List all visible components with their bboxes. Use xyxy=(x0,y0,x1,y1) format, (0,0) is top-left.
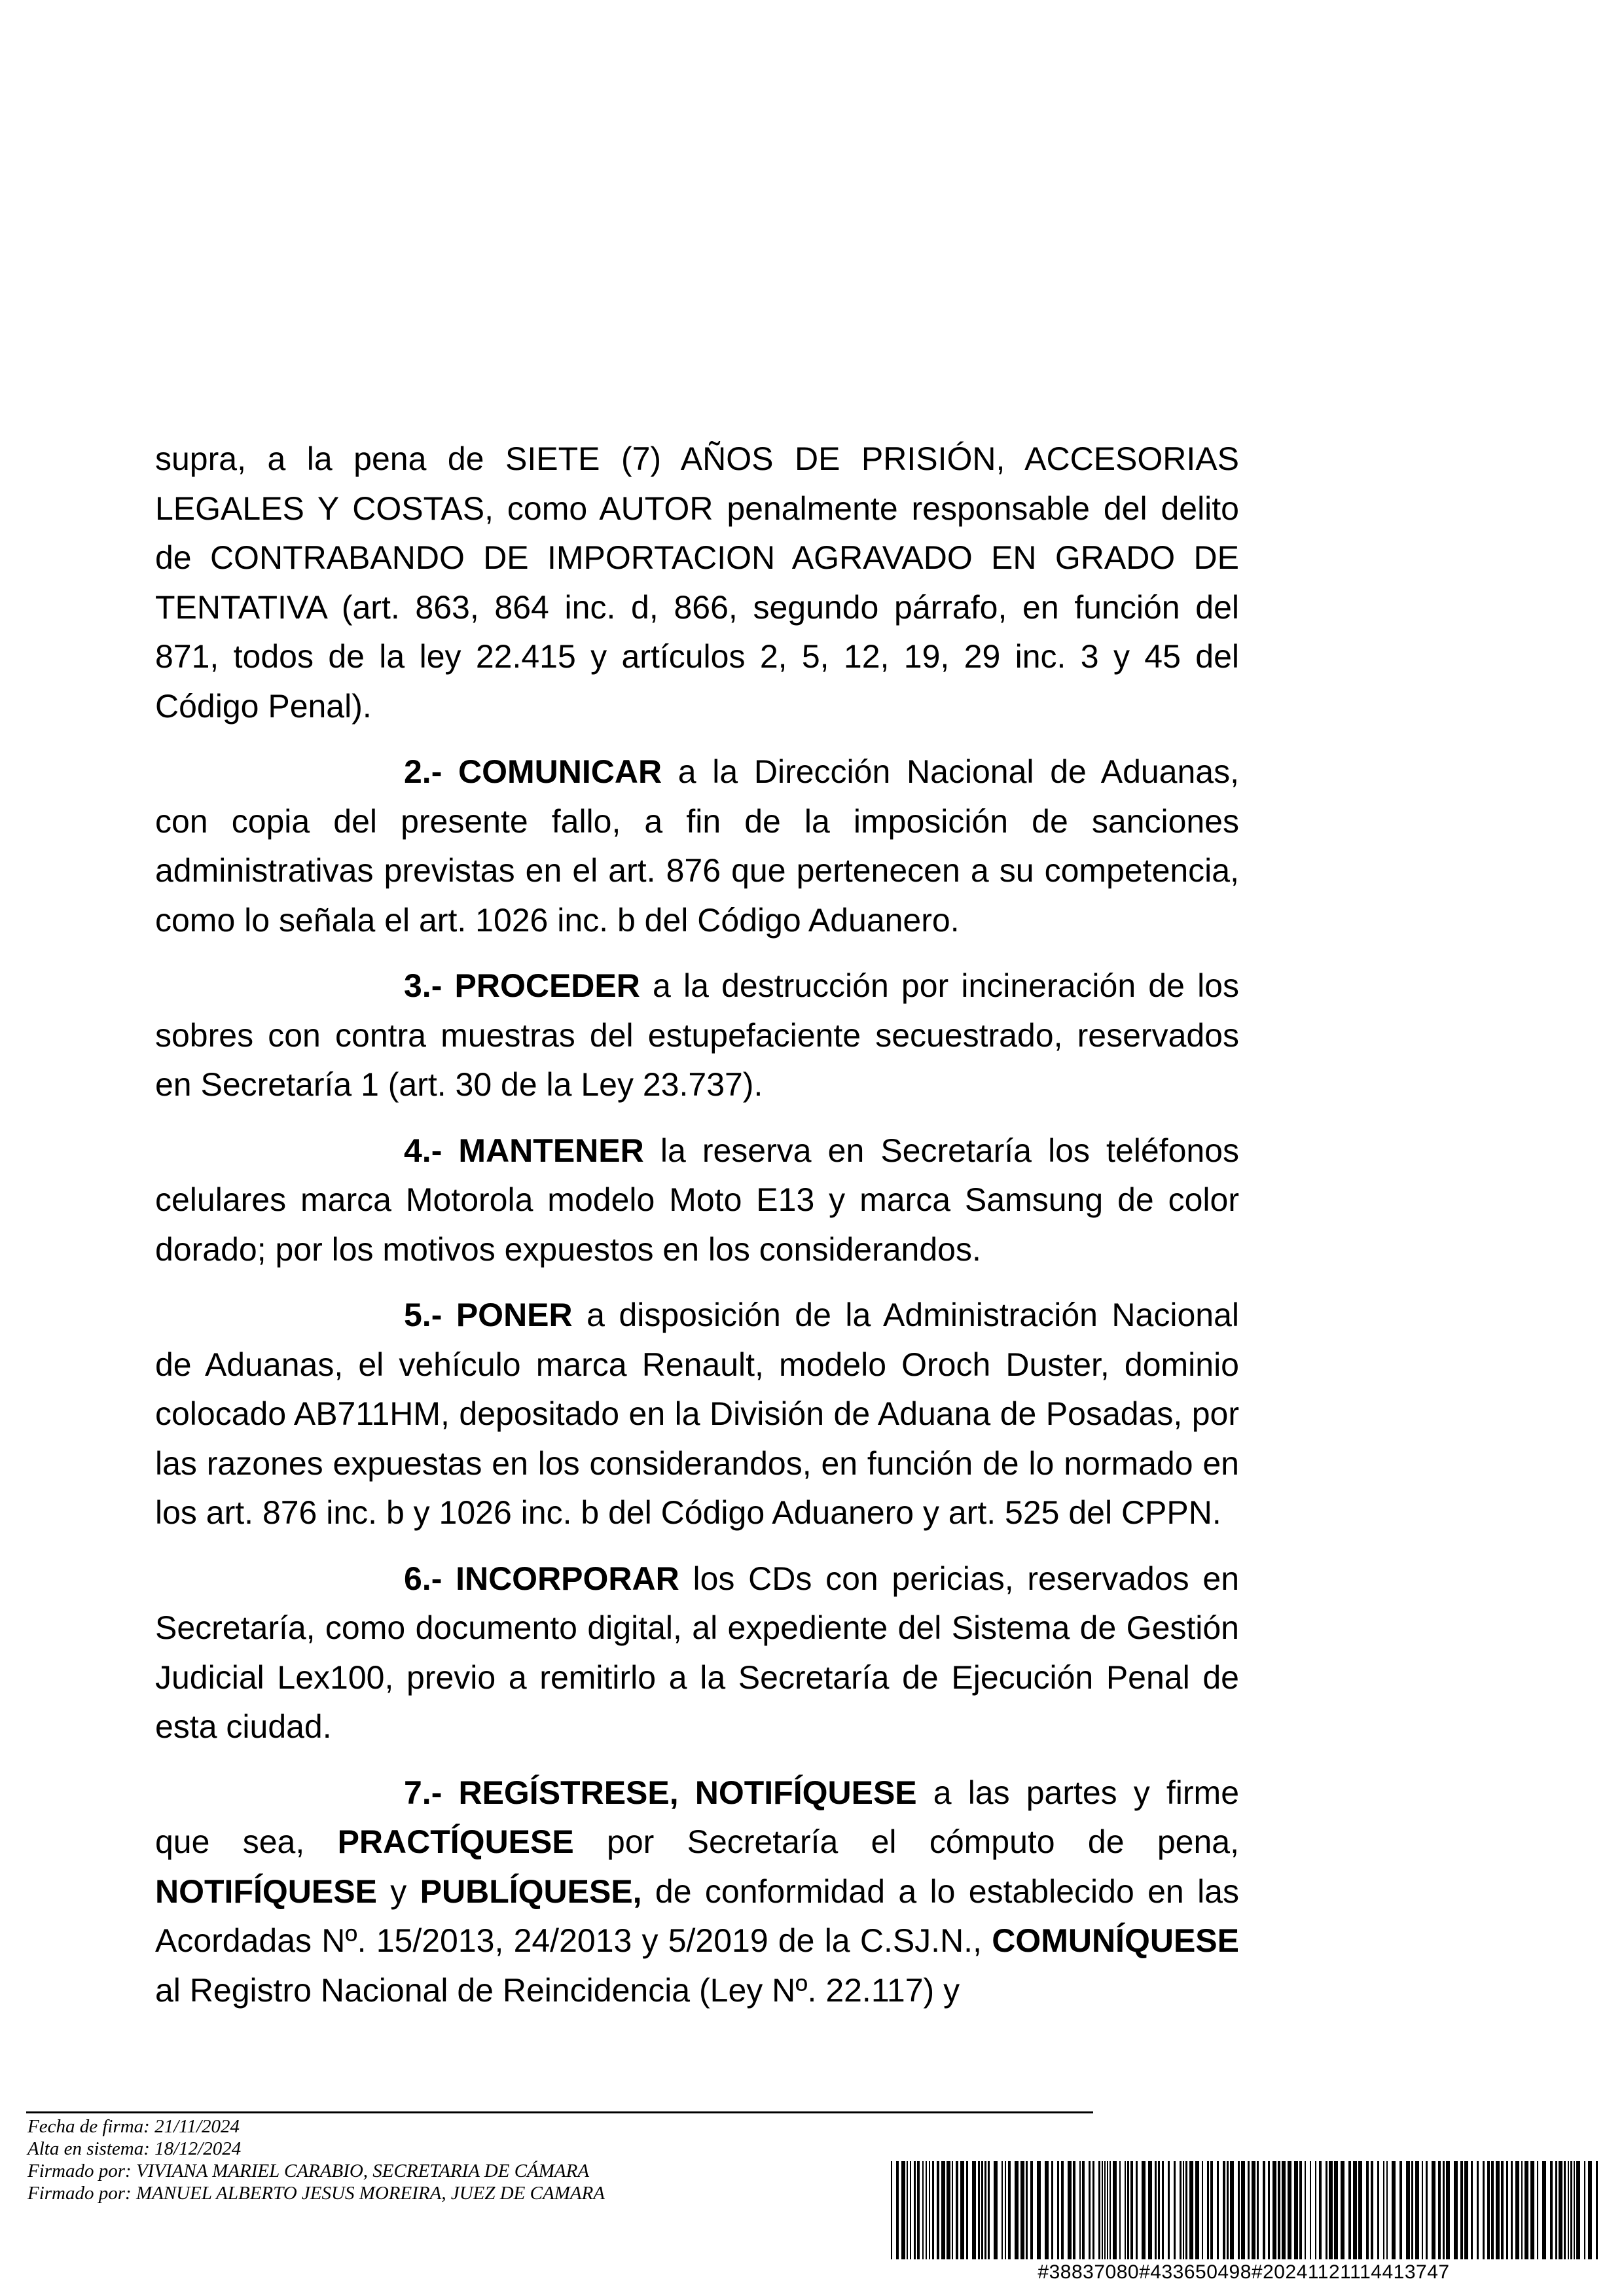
barcode-bar xyxy=(1501,2161,1504,2259)
barcode-bar xyxy=(922,2161,924,2259)
paragraph-text: la reserva en Secretaría los teléfonos celulares marca Motorola modelo Moto E13 y marca Samsung de color dorado; por los motivos expuestos en los considerandos. xyxy=(155,1132,1239,1268)
barcode-bar xyxy=(1102,2161,1103,2259)
bold-directive: 6.- INCORPORAR xyxy=(404,1560,679,1597)
barcode-bar xyxy=(1305,2161,1306,2259)
barcode-bar xyxy=(926,2161,927,2259)
resolution-paragraph xyxy=(155,1768,1239,2016)
barcode-bar xyxy=(1045,2161,1049,2259)
barcode-bar xyxy=(910,2161,911,2259)
barcode-bar xyxy=(988,2161,990,2259)
barcode-bar xyxy=(947,2161,950,2259)
bold-directive: 5.- PONER xyxy=(404,1297,573,1333)
barcode-bar xyxy=(1294,2161,1298,2259)
barcode-bar xyxy=(1110,2161,1111,2259)
barcode-bar xyxy=(1411,2161,1413,2259)
barcode-bar xyxy=(1555,2161,1557,2259)
barcode-bar xyxy=(1443,2161,1445,2259)
barcode-bar xyxy=(1057,2161,1059,2259)
barcode-bar xyxy=(1559,2161,1562,2259)
barcode-bar xyxy=(1158,2161,1160,2259)
barcode-bar xyxy=(1119,2161,1121,2259)
barcode-bar xyxy=(1464,2161,1468,2259)
barcode-bar xyxy=(1319,2161,1322,2259)
barcode-bar xyxy=(941,2161,945,2259)
footer-divider xyxy=(26,2111,1093,2113)
barcode-bar xyxy=(1371,2161,1373,2259)
barcode-bar xyxy=(1596,2161,1598,2259)
barcode-bar xyxy=(1180,2161,1182,2259)
paragraph-text: por Secretaría el cómputo de pena, xyxy=(573,1823,1239,1860)
barcode-bar xyxy=(1183,2161,1184,2259)
document-barcode xyxy=(887,2161,1600,2286)
barcode-bar xyxy=(1564,2161,1566,2259)
signature-block xyxy=(27,2115,605,2204)
barcode-bar xyxy=(1130,2161,1133,2259)
resolution-paragraph xyxy=(155,1126,1239,1275)
barcode-bar xyxy=(1104,2161,1106,2259)
barcode-bar xyxy=(1272,2161,1276,2259)
barcode-bar xyxy=(1348,2161,1351,2259)
barcode-bar xyxy=(1515,2161,1519,2259)
barcode-bar xyxy=(1315,2161,1316,2259)
barcode-bar xyxy=(1020,2161,1024,2259)
system-date: Alta en sistema: 18/12/2024 xyxy=(27,2138,242,2159)
barcode-bar xyxy=(1399,2161,1402,2259)
barcode-bar xyxy=(1037,2161,1041,2259)
barcode-bar xyxy=(929,2161,930,2259)
barcode-bar xyxy=(1227,2161,1229,2259)
barcode-bar xyxy=(1383,2161,1384,2259)
barcode-bar xyxy=(1471,2161,1473,2259)
barcode-bar xyxy=(1483,2161,1485,2259)
barcode-bar xyxy=(1257,2161,1259,2259)
barcode-bar xyxy=(1574,2161,1575,2259)
barcode-bar xyxy=(1334,2161,1338,2259)
signature-date: Fecha de firma: 21/11/2024 xyxy=(27,2116,240,2137)
barcode-bar xyxy=(1386,2161,1388,2259)
barcode-bar xyxy=(1207,2161,1209,2259)
barcode-bar xyxy=(1008,2161,1011,2259)
paragraph-text: los CDs con pericias, reservados en Secretaría, como documento digital, al expediente del Sistema de Gestión Judicial Lex100, previo a remitirlo a la Secretaría de Ejecución Penal de esta ciudad. xyxy=(155,1560,1240,1745)
barcode-bar xyxy=(1542,2161,1546,2259)
barcode-bar xyxy=(966,2161,968,2259)
barcode-bar xyxy=(1073,2161,1075,2259)
barcode-bar xyxy=(1185,2161,1187,2259)
barcode-bar xyxy=(1268,2161,1270,2259)
barcode-bar xyxy=(917,2161,920,2259)
barcode-bar xyxy=(1005,2161,1006,2259)
barcode-bar xyxy=(1588,2161,1592,2259)
barcode-bar xyxy=(1288,2161,1291,2259)
barcode-bar xyxy=(1001,2161,1003,2259)
barcode-bar xyxy=(891,2161,892,2259)
barcode-bar xyxy=(984,2161,986,2259)
barcode-bar xyxy=(1092,2161,1094,2259)
barcode-bar xyxy=(1223,2161,1225,2259)
barcode-bar xyxy=(1125,2161,1126,2259)
barcode-bar xyxy=(1446,2161,1450,2259)
bold-directive: COMUNÍQUESE xyxy=(992,1922,1239,1959)
bold-directive: PUBLÍQUESE, xyxy=(420,1873,642,1910)
signer-secretary: Firmado por: VIVIANA MARIEL CARABIO, SECRETARIA DE CÁMARA xyxy=(27,2161,590,2181)
barcode-bar xyxy=(1113,2161,1117,2259)
barcode-bar xyxy=(1202,2161,1203,2259)
barcode-bar xyxy=(1570,2161,1572,2259)
barcode-bar xyxy=(1030,2161,1033,2259)
barcode-bar xyxy=(1438,2161,1441,2259)
barcode-bar xyxy=(1568,2161,1569,2259)
barcode-bar xyxy=(1068,2161,1072,2259)
barcode-bar xyxy=(914,2161,916,2259)
barcode-bar xyxy=(1015,2161,1019,2259)
barcode-bar xyxy=(1415,2161,1419,2259)
barcode-bar xyxy=(1537,2161,1538,2259)
paragraph-text: y xyxy=(376,1873,420,1910)
bold-directive: 3.- PROCEDER xyxy=(404,967,640,1004)
barcode-bar xyxy=(1079,2161,1081,2259)
barcode-bar xyxy=(981,2161,983,2259)
barcode-bar xyxy=(1392,2161,1396,2259)
barcode-bar xyxy=(1136,2161,1138,2259)
barcode-bar xyxy=(1454,2161,1458,2259)
barcode-bar xyxy=(1525,2161,1528,2259)
barcode-bar xyxy=(1576,2161,1580,2259)
resolution-paragraph xyxy=(155,1291,1239,1538)
barcode-bar xyxy=(1358,2161,1362,2259)
bold-directive: 7.- REGÍSTRESE, NOTIFÍQUESE xyxy=(404,1774,917,1811)
barcode-bar xyxy=(1238,2161,1240,2259)
barcode-bar xyxy=(1406,2161,1410,2259)
barcode-number: #38837080#433650498#20241121114413747 xyxy=(1038,2261,1450,2283)
barcode-bar xyxy=(901,2161,905,2259)
barcode-bars xyxy=(887,2161,1600,2259)
barcode-bar xyxy=(1263,2161,1265,2259)
barcode-bar xyxy=(1496,2161,1500,2259)
barcode-bar xyxy=(1107,2161,1108,2259)
barcode-bar xyxy=(1248,2161,1250,2259)
paragraph-text: a las partes y firme que sea, xyxy=(155,1774,1239,1860)
barcode-bar xyxy=(978,2161,980,2259)
paragraph-text: a disposición de la Administración Nacional de Aduanas, el vehículo marca Renault, modelo Oroch Duster, dominio colocado AB711HM, depositado en la División de Aduana de Posadas, por las razones expuestas en los considerandos, en función de lo normado en los art. 876 inc. b y 1026 inc. b del Código Aduanero y art. 525 del CPPN. xyxy=(155,1297,1239,1531)
barcode-bar xyxy=(952,2161,953,2259)
barcode-bar xyxy=(1550,2161,1553,2259)
bold-directive: 2.- COMUNICAR xyxy=(404,753,662,790)
barcode-bar xyxy=(1506,2161,1508,2259)
barcode-bar xyxy=(1195,2161,1199,2259)
barcode-bar xyxy=(1174,2161,1176,2259)
barcode-bar xyxy=(1341,2161,1344,2259)
barcode-bar xyxy=(1299,2161,1302,2259)
barcode-bar xyxy=(932,2161,934,2259)
paragraph-text: supra, a la pena de SIETE (7) AÑOS DE PRISIÓN, ACCESORIAS LEGALES Y COSTAS, como AUTOR penalmente responsable del delito de CONTRABANDO DE IMPORTACION AGRAVADO EN GRADO DE TENTATIVA (art. 863, 864 inc. d, 866, segundo párrafo, en función del 871, todos de la ley 22.415 y artículos 2, 5, 12, 19, 29 inc. 3 y 45 del Código Penal). xyxy=(155,440,1239,725)
bold-directive: 4.- MANTENER xyxy=(404,1132,644,1169)
barcode-bar xyxy=(1241,2161,1245,2259)
barcode-bar xyxy=(1082,2161,1085,2259)
paragraph-text: de conformidad a lo establecido en las Acordadas Nº. 15/2013, 24/2013 y 5/2019 de la C.SJ.N., xyxy=(155,1873,1239,1959)
barcode-bar xyxy=(1142,2161,1146,2259)
barcode-bar xyxy=(1584,2161,1585,2259)
barcode-bar xyxy=(1426,2161,1428,2259)
barcode-bar xyxy=(1155,2161,1157,2259)
resolution-paragraph xyxy=(155,1554,1239,1752)
bold-directive: NOTIFÍQUESE xyxy=(155,1873,377,1910)
barcode-bar xyxy=(1491,2161,1494,2259)
barcode-bar xyxy=(1326,2161,1327,2259)
barcode-bar xyxy=(1521,2161,1523,2259)
bold-directive: PRACTÍQUESE xyxy=(337,1823,574,1860)
barcode-bar xyxy=(1310,2161,1311,2259)
resolution-paragraph xyxy=(155,961,1239,1110)
barcode-bar xyxy=(972,2161,976,2259)
signer-judge: Firmado por: MANUEL ALBERTO JESUS MOREIRA, JUEZ DE CAMARA xyxy=(27,2183,605,2204)
barcode-bar xyxy=(937,2161,939,2259)
barcode-bar xyxy=(960,2161,964,2259)
barcode-bar xyxy=(1210,2161,1213,2259)
barcode-bar xyxy=(1282,2161,1286,2259)
barcode-bar xyxy=(1366,2161,1369,2259)
barcode-bar xyxy=(1148,2161,1152,2259)
barcode-bar xyxy=(1089,2161,1091,2259)
barcode-bar xyxy=(1217,2161,1219,2259)
barcode-bar xyxy=(1168,2161,1170,2259)
barcode-bar xyxy=(1377,2161,1379,2259)
paragraph-text: a la Dirección Nacional de Aduanas, con copia del presente fallo, a fin de la imposición de sanciones administrativas previstas en el art. 876 que pertenecen a su competencia, como lo señala el art. 1026 inc. b del Código Aduanero. xyxy=(155,753,1240,939)
barcode-bar xyxy=(1252,2161,1255,2259)
barcode-bar xyxy=(1026,2161,1028,2259)
barcode-bar xyxy=(1051,2161,1053,2259)
barcode-bar xyxy=(994,2161,998,2259)
barcode-bar xyxy=(1477,2161,1479,2259)
barcode-bar xyxy=(907,2161,908,2259)
document-body xyxy=(155,435,1239,2032)
barcode-bar xyxy=(1162,2161,1164,2259)
paragraph-text: al Registro Nacional de Reincidencia (Ley Nº. 22.117) y xyxy=(155,1971,960,2009)
barcode-bar xyxy=(1230,2161,1234,2259)
barcode-bar xyxy=(896,2161,899,2259)
resolution-paragraph xyxy=(155,747,1239,945)
barcode-bar xyxy=(1061,2161,1064,2259)
barcode-bar xyxy=(1278,2161,1280,2259)
barcode-bar xyxy=(1353,2161,1357,2259)
barcode-bar xyxy=(1432,2161,1435,2259)
barcode-bar xyxy=(1098,2161,1100,2259)
paragraph-text: a la destrucción por incineración de los sobres con contra muestras del estupefaciente secuestrado, reservados en Secretaría 1 (art. 30 de la Ley 23.737). xyxy=(155,967,1239,1103)
barcode-bar xyxy=(1511,2161,1513,2259)
resolution-paragraph xyxy=(155,435,1239,731)
barcode-bar xyxy=(1127,2161,1129,2259)
barcode-bar xyxy=(1189,2161,1193,2259)
barcode-bar xyxy=(1530,2161,1534,2259)
barcode-bar xyxy=(1422,2161,1423,2259)
barcode-bar xyxy=(1329,2161,1333,2259)
barcode-bar xyxy=(956,2161,958,2259)
barcode-bar xyxy=(1460,2161,1463,2259)
barcode-bar xyxy=(1487,2161,1490,2259)
